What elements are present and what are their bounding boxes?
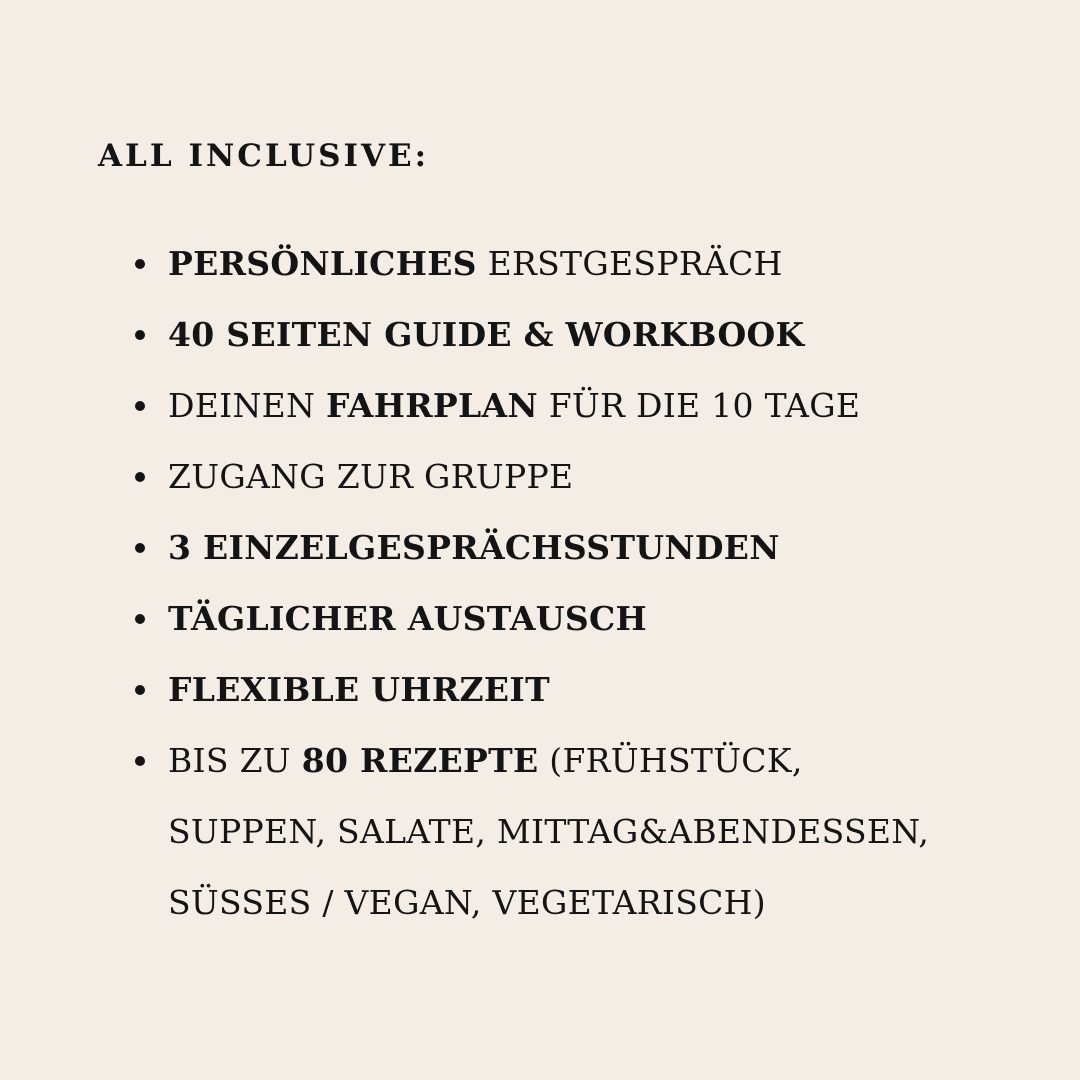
item-bold-text: 3 EINZELGESPRÄCHSSTUNDEN (168, 528, 780, 567)
list-item (168, 654, 968, 725)
bullet-icon (135, 543, 145, 553)
list-item (168, 441, 968, 512)
item-bold-text: TÄGLICHER AUSTAUSCH (168, 599, 648, 638)
list-item (168, 725, 968, 938)
item-bold-text: 40 SEITEN GUIDE & WORKBOOK (168, 315, 805, 354)
list-item (168, 583, 968, 654)
item-bold-text: PERSÖNLICHES (168, 244, 477, 283)
item-bold-text: FAHRPLAN (326, 386, 538, 425)
list-item (168, 370, 968, 441)
item-text: FÜR DIE 10 TAGE (537, 386, 861, 425)
item-text: (FRÜHSTÜCK, SUPPEN, SALATE, MITTAG&ABENDESSEN, SÜSSES / VEGAN, VEGETARISCH) (168, 741, 930, 922)
item-text: ZUGANG ZUR GRUPPE (168, 457, 574, 496)
heading: ALL INCLUSIVE: (98, 138, 430, 174)
item-text: BIS ZU (168, 741, 302, 780)
bullet-icon (135, 614, 145, 624)
bullet-icon (135, 330, 145, 340)
list-item (168, 228, 968, 299)
feature-list (168, 228, 968, 938)
item-text: DEINEN (168, 386, 327, 425)
item-bold-text: 80 REZEPTE (301, 741, 539, 780)
item-text: ERSTGESPRÄCH (476, 244, 783, 283)
bullet-icon (135, 259, 145, 269)
item-bold-text: FLEXIBLE UHRZEIT (168, 670, 550, 709)
list-item (168, 512, 968, 583)
bullet-icon (135, 685, 145, 695)
bullet-icon (135, 472, 145, 482)
bullet-icon (135, 756, 145, 766)
list-item (168, 299, 968, 370)
bullet-icon (135, 401, 145, 411)
